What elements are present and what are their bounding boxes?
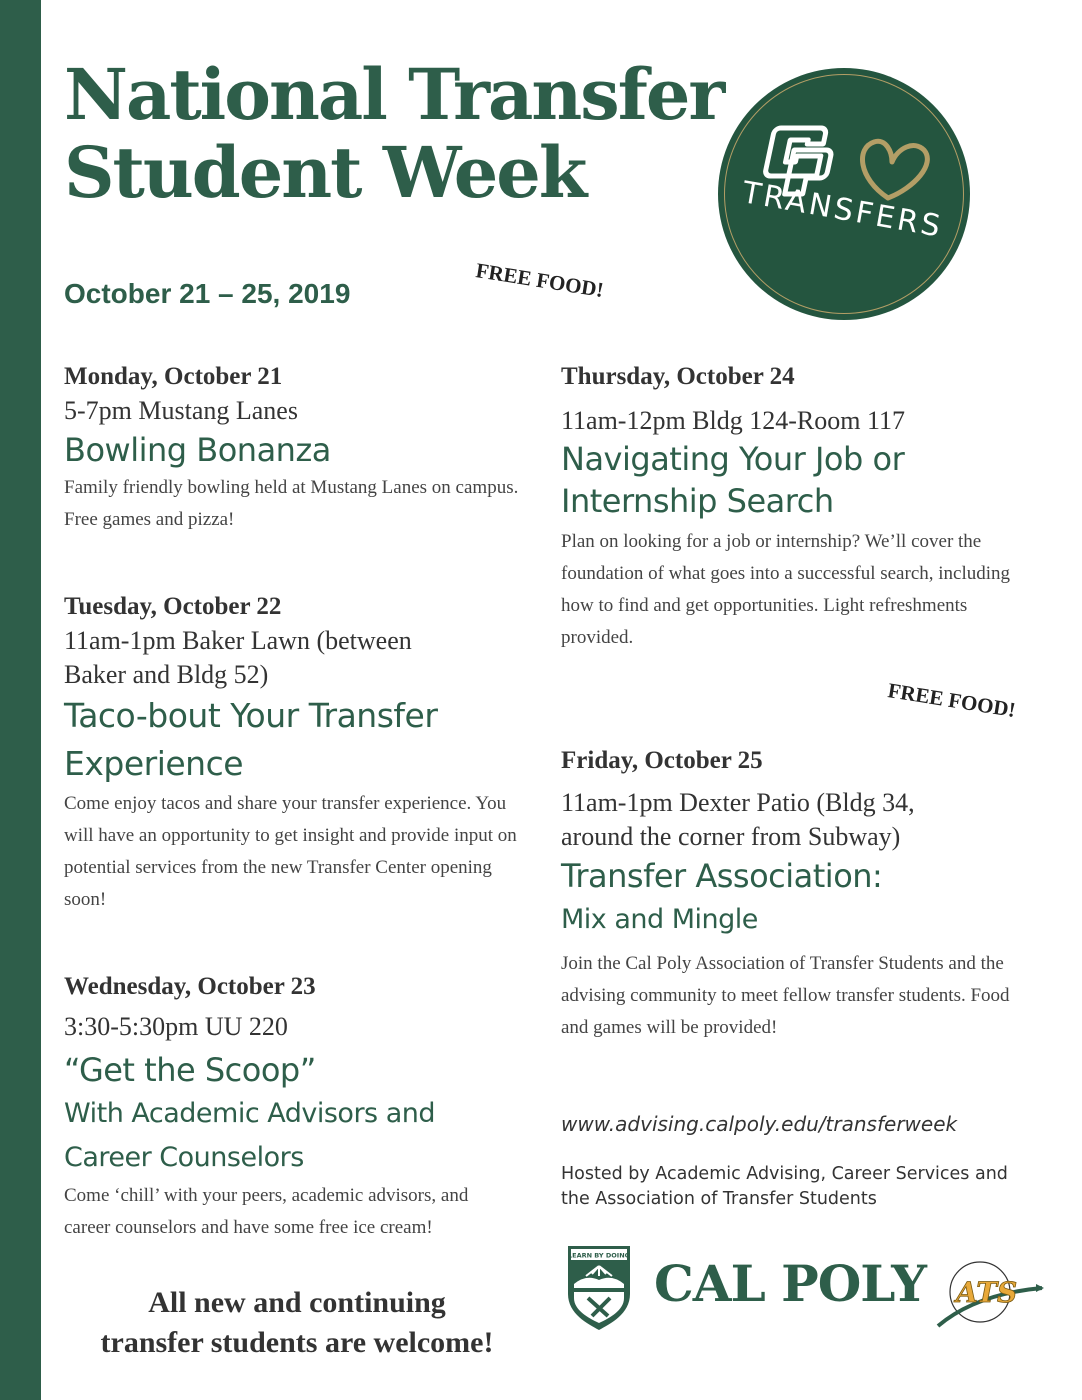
event-time-location: 3:30-5:30pm UU 220 <box>64 1012 288 1041</box>
learn-by-doing-shield-icon <box>566 1244 632 1332</box>
event-day: Monday, October 21 <box>64 363 283 390</box>
hosted-by-text: Hosted by Academic Advising, Career Services and the Association of Transfer Students <box>561 1164 1008 1209</box>
welcome-line-2: transfer students are welcome! <box>100 1326 494 1359</box>
ats-logo-icon <box>936 1254 1046 1334</box>
event-day: Thursday, October 24 <box>561 363 795 390</box>
badge-label: TRANSFERS <box>739 175 946 245</box>
badge-graphics <box>718 68 970 320</box>
event-title: Bowling Bonanza <box>64 431 331 469</box>
welcome-message <box>64 1283 530 1363</box>
date-range: October 21 – 25, 2019 <box>64 278 351 309</box>
welcome-line-1: All new and continuing <box>148 1286 446 1319</box>
event-description: Join the Cal Poly Association of Transfer Students and the advising community to meet fellow transfer students. Food and games will be provided! <box>561 953 1010 1038</box>
event-day: Friday, October 25 <box>561 747 763 774</box>
svg-text:LEARN BY DOING: LEARN BY DOING <box>567 1251 631 1260</box>
heart-icon <box>862 141 927 198</box>
event-day: Tuesday, October 22 <box>64 593 282 620</box>
event-time-location: 11am-1pm Baker Lawn (between Baker and Bldg 52) <box>64 626 412 689</box>
website-link[interactable]: www.advising.calpoly.edu/transferweek <box>561 1112 958 1136</box>
event-time-location: 11am-1pm Dexter Patio (Bldg 34, around the corner from Subway) <box>561 788 915 851</box>
event-time-location: 11am-12pm Bldg 124-Room 117 <box>561 406 906 435</box>
event-title: Taco-bout Your Transfer Experience <box>64 696 438 783</box>
event-title: Transfer Association: <box>561 857 883 895</box>
event-subtitle: Mix and Mingle <box>561 904 758 935</box>
event-description: Come ‘chill’ with your peers, academic advisors, and career counselors and have some free ice cream! <box>64 1185 469 1238</box>
footer-logos <box>562 1244 1052 1334</box>
event-description: Come enjoy tacos and share your transfer experience. You will have an opportunity to get insight and provide input on potential services from the new Transfer Center opening soon! <box>64 793 517 910</box>
event-description: Plan on looking for a job or internship? We’ll cover the foundation of what goes into a successful search, including how to find and get opportunities. Light refreshments provided. <box>561 531 1011 648</box>
event-tuesday <box>64 590 524 916</box>
svg-text:ATS: ATS <box>956 1276 1018 1309</box>
event-wednesday <box>64 970 514 1244</box>
event-title: “Get the Scoop” <box>64 1051 316 1089</box>
cal-poly-wordmark: CAL POLY <box>654 1254 926 1313</box>
event-time-location: 5-7pm Mustang Lanes <box>64 396 298 425</box>
free-food-label: FREE FOOD! <box>474 258 606 303</box>
event-description: Family friendly bowling held at Mustang Lanes on campus. Free games and pizza! <box>64 477 519 530</box>
free-food-label: FREE FOOD! <box>886 678 1018 723</box>
title-line-1: National Transfer <box>64 53 724 136</box>
green-sidebar-stripe <box>0 0 41 1400</box>
page-title <box>64 53 724 214</box>
event-day: Wednesday, October 23 <box>64 973 316 1000</box>
cp-loves-transfers-badge <box>718 68 970 320</box>
event-title: Navigating Your Job or Internship Search <box>561 440 905 520</box>
event-subtitle: With Academic Advisors and Career Counselors <box>64 1098 435 1173</box>
event-friday <box>561 744 1021 1044</box>
event-thursday <box>561 360 1021 654</box>
event-monday <box>64 360 544 536</box>
title-line-2: Student Week <box>64 131 586 214</box>
